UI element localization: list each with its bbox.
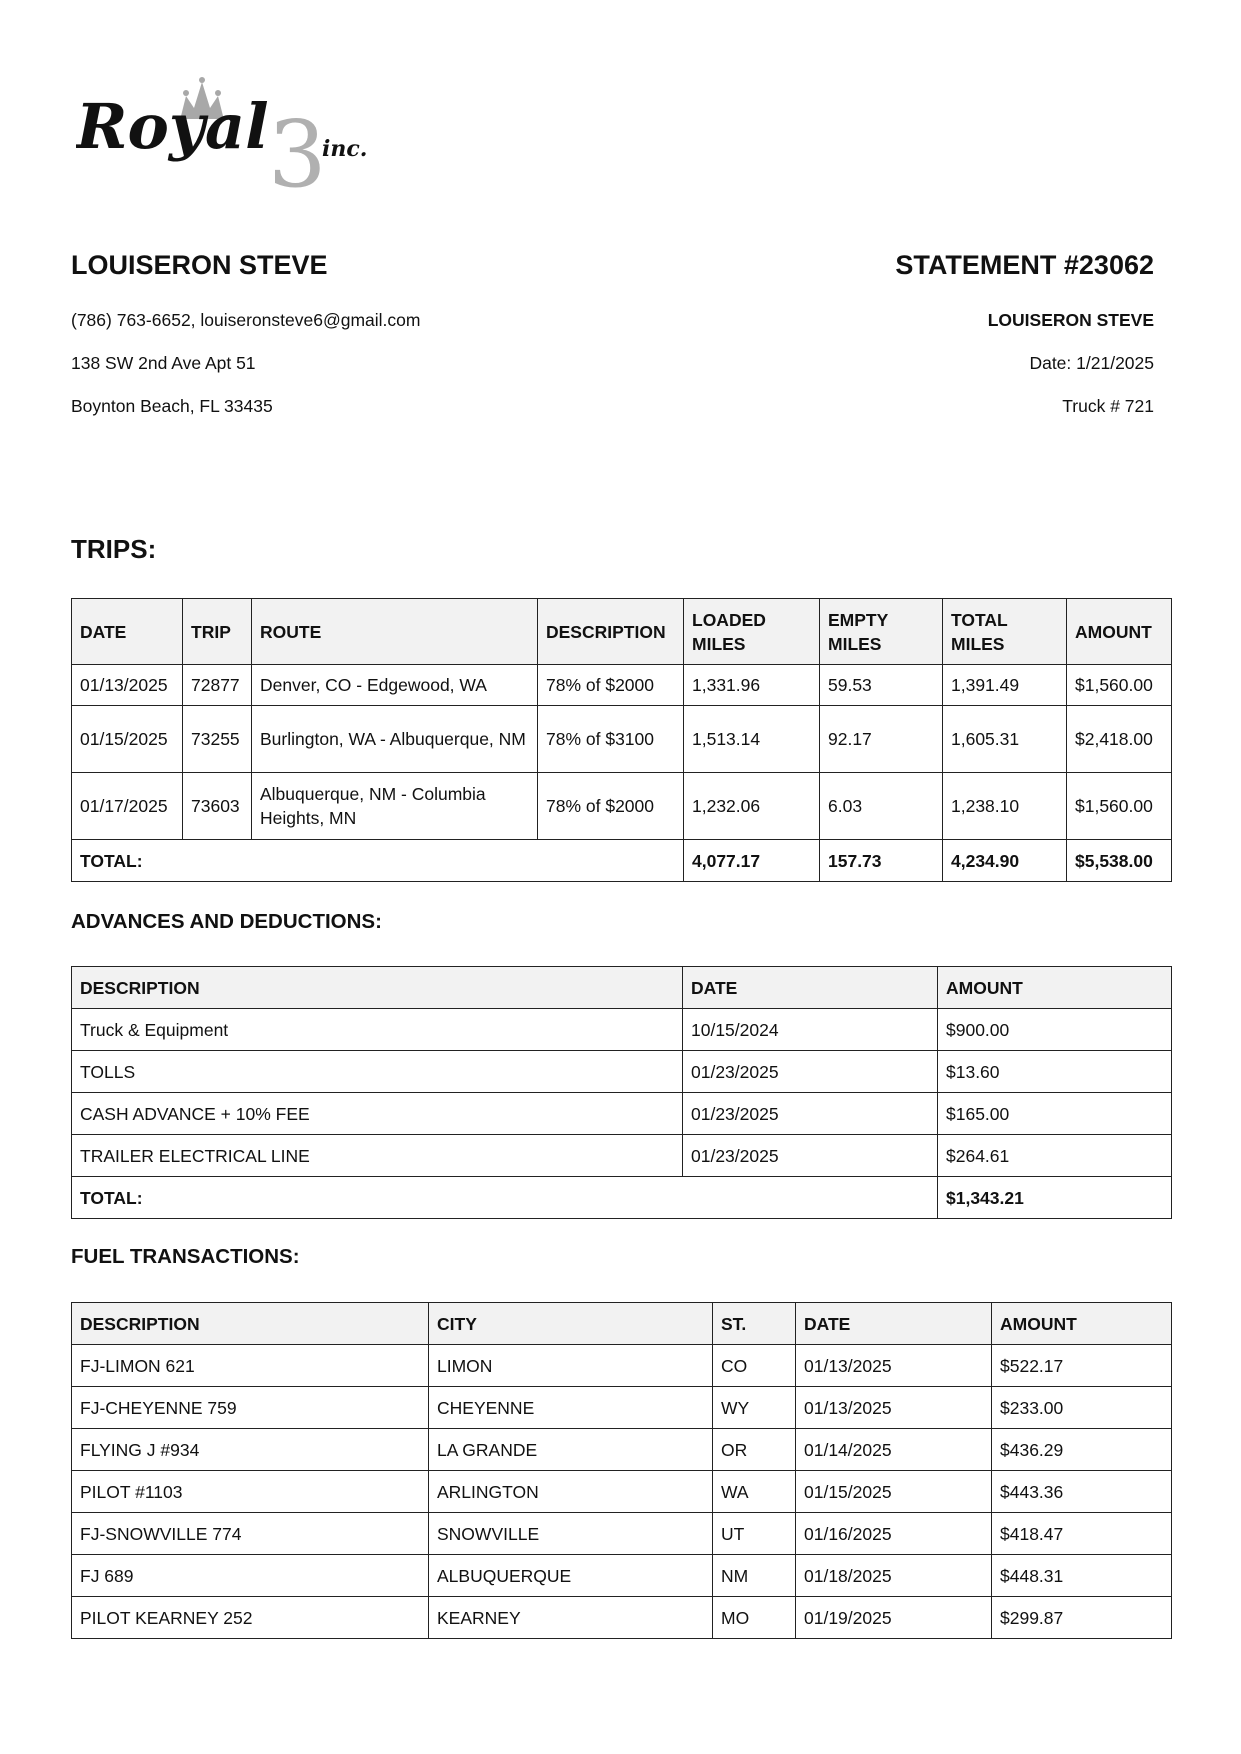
- total-label: TOTAL:: [72, 840, 684, 882]
- statement-name: LOUISERON STEVE: [987, 310, 1154, 330]
- fuel-date: 01/16/2025: [796, 1513, 992, 1555]
- fuel-table: [71, 1302, 1172, 1639]
- total-amount: $1,343.21: [938, 1177, 1172, 1219]
- deduction-amount: $264.61: [938, 1135, 1172, 1177]
- logo-suffix: inc.: [322, 136, 368, 162]
- fuel-state: NM: [713, 1555, 796, 1597]
- trip-loaded-miles: 1,331.96: [684, 665, 820, 706]
- fuel-date: 01/15/2025: [796, 1471, 992, 1513]
- royal3-logo: [76, 76, 386, 196]
- table-row: [72, 1471, 1172, 1513]
- column-header: AMOUNT: [992, 1303, 1172, 1345]
- fuel-city: CHEYENNE: [429, 1387, 713, 1429]
- fuel-description: PILOT #1103: [72, 1471, 429, 1513]
- table-row: [72, 1429, 1172, 1471]
- table-row: [72, 1345, 1172, 1387]
- trip-amount: $1,560.00: [1067, 773, 1172, 840]
- trip-date: 01/17/2025: [72, 773, 183, 840]
- driver-name: LOUISERON STEVE: [71, 250, 328, 280]
- trip-total-miles: 1,605.31: [943, 706, 1067, 773]
- fuel-description: FLYING J #934: [72, 1429, 429, 1471]
- column-header: AMOUNT: [938, 967, 1172, 1009]
- table-row: [72, 1009, 1172, 1051]
- trip-amount: $2,418.00: [1067, 706, 1172, 773]
- column-header: DATE: [683, 967, 938, 1009]
- fuel-amount: $443.36: [992, 1471, 1172, 1513]
- fuel-state: OR: [713, 1429, 796, 1471]
- trip-total-miles: 1,238.10: [943, 773, 1067, 840]
- column-header: DATE: [72, 599, 183, 665]
- trip-route: Burlington, WA - Albuquerque, NM: [252, 706, 538, 773]
- fuel-date: 01/13/2025: [796, 1387, 992, 1429]
- deduction-description: TOLLS: [72, 1051, 683, 1093]
- deduction-amount: $165.00: [938, 1093, 1172, 1135]
- table-row: [72, 1093, 1172, 1135]
- trip-description: 78% of $2000: [538, 773, 684, 840]
- truck-number: Truck # 721: [1062, 396, 1154, 416]
- deduction-description: TRAILER ELECTRICAL LINE: [72, 1135, 683, 1177]
- fuel-amount: $436.29: [992, 1429, 1172, 1471]
- fuel-state: CO: [713, 1345, 796, 1387]
- column-header: DESCRIPTION: [72, 1303, 429, 1345]
- total-empty-miles: 157.73: [820, 840, 943, 882]
- fuel-amount: $299.87: [992, 1597, 1172, 1639]
- trip-amount: $1,560.00: [1067, 665, 1172, 706]
- driver-address-line1: 138 SW 2nd Ave Apt 51: [71, 353, 256, 373]
- fuel-city: ALBUQUERQUE: [429, 1555, 713, 1597]
- fuel-state: MO: [713, 1597, 796, 1639]
- deduction-amount: $13.60: [938, 1051, 1172, 1093]
- column-header: CITY: [429, 1303, 713, 1345]
- column-header: TOTAL MILES: [943, 599, 1067, 665]
- logo-number: 3: [268, 101, 327, 196]
- deduction-date: 01/23/2025: [683, 1135, 938, 1177]
- fuel-amount: $522.17: [992, 1345, 1172, 1387]
- deduction-description: Truck & Equipment: [72, 1009, 683, 1051]
- fuel-date: 01/19/2025: [796, 1597, 992, 1639]
- trip-date: 01/13/2025: [72, 665, 183, 706]
- table-row: [72, 1555, 1172, 1597]
- column-header: DESCRIPTION: [72, 967, 683, 1009]
- trip-empty-miles: 6.03: [820, 773, 943, 840]
- total-amount: $5,538.00: [1067, 840, 1172, 882]
- trip-empty-miles: 59.53: [820, 665, 943, 706]
- column-header: EMPTY MILES: [820, 599, 943, 665]
- trips-total-row: [72, 840, 1172, 882]
- fuel-date: 01/18/2025: [796, 1555, 992, 1597]
- table-row: [72, 706, 1172, 773]
- fuel-amount: $418.47: [992, 1513, 1172, 1555]
- deductions-title: ADVANCES AND DEDUCTIONS:: [71, 910, 382, 933]
- statement-date: Date: 1/21/2025: [1029, 353, 1154, 373]
- statement-title: STATEMENT #23062: [895, 250, 1154, 280]
- deduction-amount: $900.00: [938, 1009, 1172, 1051]
- fuel-state: WA: [713, 1471, 796, 1513]
- table-row: [72, 773, 1172, 840]
- column-header: LOADED MILES: [684, 599, 820, 665]
- fuel-state: UT: [713, 1513, 796, 1555]
- fuel-description: FJ 689: [72, 1555, 429, 1597]
- table-row: [72, 1513, 1172, 1555]
- total-label: TOTAL:: [72, 1177, 938, 1219]
- column-header: DATE: [796, 1303, 992, 1345]
- fuel-date: 01/13/2025: [796, 1345, 992, 1387]
- driver-contact: (786) 763-6652, louiseronsteve6@gmail.com: [71, 310, 421, 330]
- fuel-date: 01/14/2025: [796, 1429, 992, 1471]
- column-header: AMOUNT: [1067, 599, 1172, 665]
- deduction-date: 10/15/2024: [683, 1009, 938, 1051]
- trip-description: 78% of $2000: [538, 665, 684, 706]
- trip-date: 01/15/2025: [72, 706, 183, 773]
- table-row: [72, 1597, 1172, 1639]
- column-header: ST.: [713, 1303, 796, 1345]
- table-row: [72, 1051, 1172, 1093]
- trip-description: 78% of $3100: [538, 706, 684, 773]
- deductions-table: [71, 966, 1172, 1219]
- fuel-amount: $448.31: [992, 1555, 1172, 1597]
- column-header: ROUTE: [252, 599, 538, 665]
- logo-text: Royal: [76, 90, 269, 163]
- fuel-amount: $233.00: [992, 1387, 1172, 1429]
- trip-empty-miles: 92.17: [820, 706, 943, 773]
- trips-title: TRIPS:: [71, 534, 157, 564]
- fuel-description: FJ-SNOWVILLE 774: [72, 1513, 429, 1555]
- fuel-state: WY: [713, 1387, 796, 1429]
- total-loaded-miles: 4,077.17: [684, 840, 820, 882]
- fuel-city: KEARNEY: [429, 1597, 713, 1639]
- trip-route: Albuquerque, NM - Columbia Heights, MN: [252, 773, 538, 840]
- deduction-description: CASH ADVANCE + 10% FEE: [72, 1093, 683, 1135]
- deduction-date: 01/23/2025: [683, 1093, 938, 1135]
- trips-table: [71, 598, 1172, 882]
- fuel-description: FJ-LIMON 621: [72, 1345, 429, 1387]
- trips-header-row: [72, 599, 1172, 665]
- trip-loaded-miles: 1,232.06: [684, 773, 820, 840]
- table-row: [72, 1387, 1172, 1429]
- trip-number: 73603: [183, 773, 252, 840]
- fuel-city: SNOWVILLE: [429, 1513, 713, 1555]
- deductions-total-row: [72, 1177, 1172, 1219]
- fuel-city: LIMON: [429, 1345, 713, 1387]
- trip-route: Denver, CO - Edgewood, WA: [252, 665, 538, 706]
- trip-total-miles: 1,391.49: [943, 665, 1067, 706]
- trip-number: 72877: [183, 665, 252, 706]
- fuel-city: ARLINGTON: [429, 1471, 713, 1513]
- trip-number: 73255: [183, 706, 252, 773]
- deductions-header-row: [72, 967, 1172, 1009]
- fuel-city: LA GRANDE: [429, 1429, 713, 1471]
- total-total-miles: 4,234.90: [943, 840, 1067, 882]
- table-row: [72, 1135, 1172, 1177]
- column-header: DESCRIPTION: [538, 599, 684, 665]
- fuel-description: PILOT KEARNEY 252: [72, 1597, 429, 1639]
- deduction-date: 01/23/2025: [683, 1051, 938, 1093]
- fuel-title: FUEL TRANSACTIONS:: [71, 1245, 300, 1268]
- table-row: [72, 665, 1172, 706]
- trip-loaded-miles: 1,513.14: [684, 706, 820, 773]
- driver-address-line2: Boynton Beach, FL 33435: [71, 396, 273, 416]
- column-header: TRIP: [183, 599, 252, 665]
- fuel-header-row: [72, 1303, 1172, 1345]
- fuel-description: FJ-CHEYENNE 759: [72, 1387, 429, 1429]
